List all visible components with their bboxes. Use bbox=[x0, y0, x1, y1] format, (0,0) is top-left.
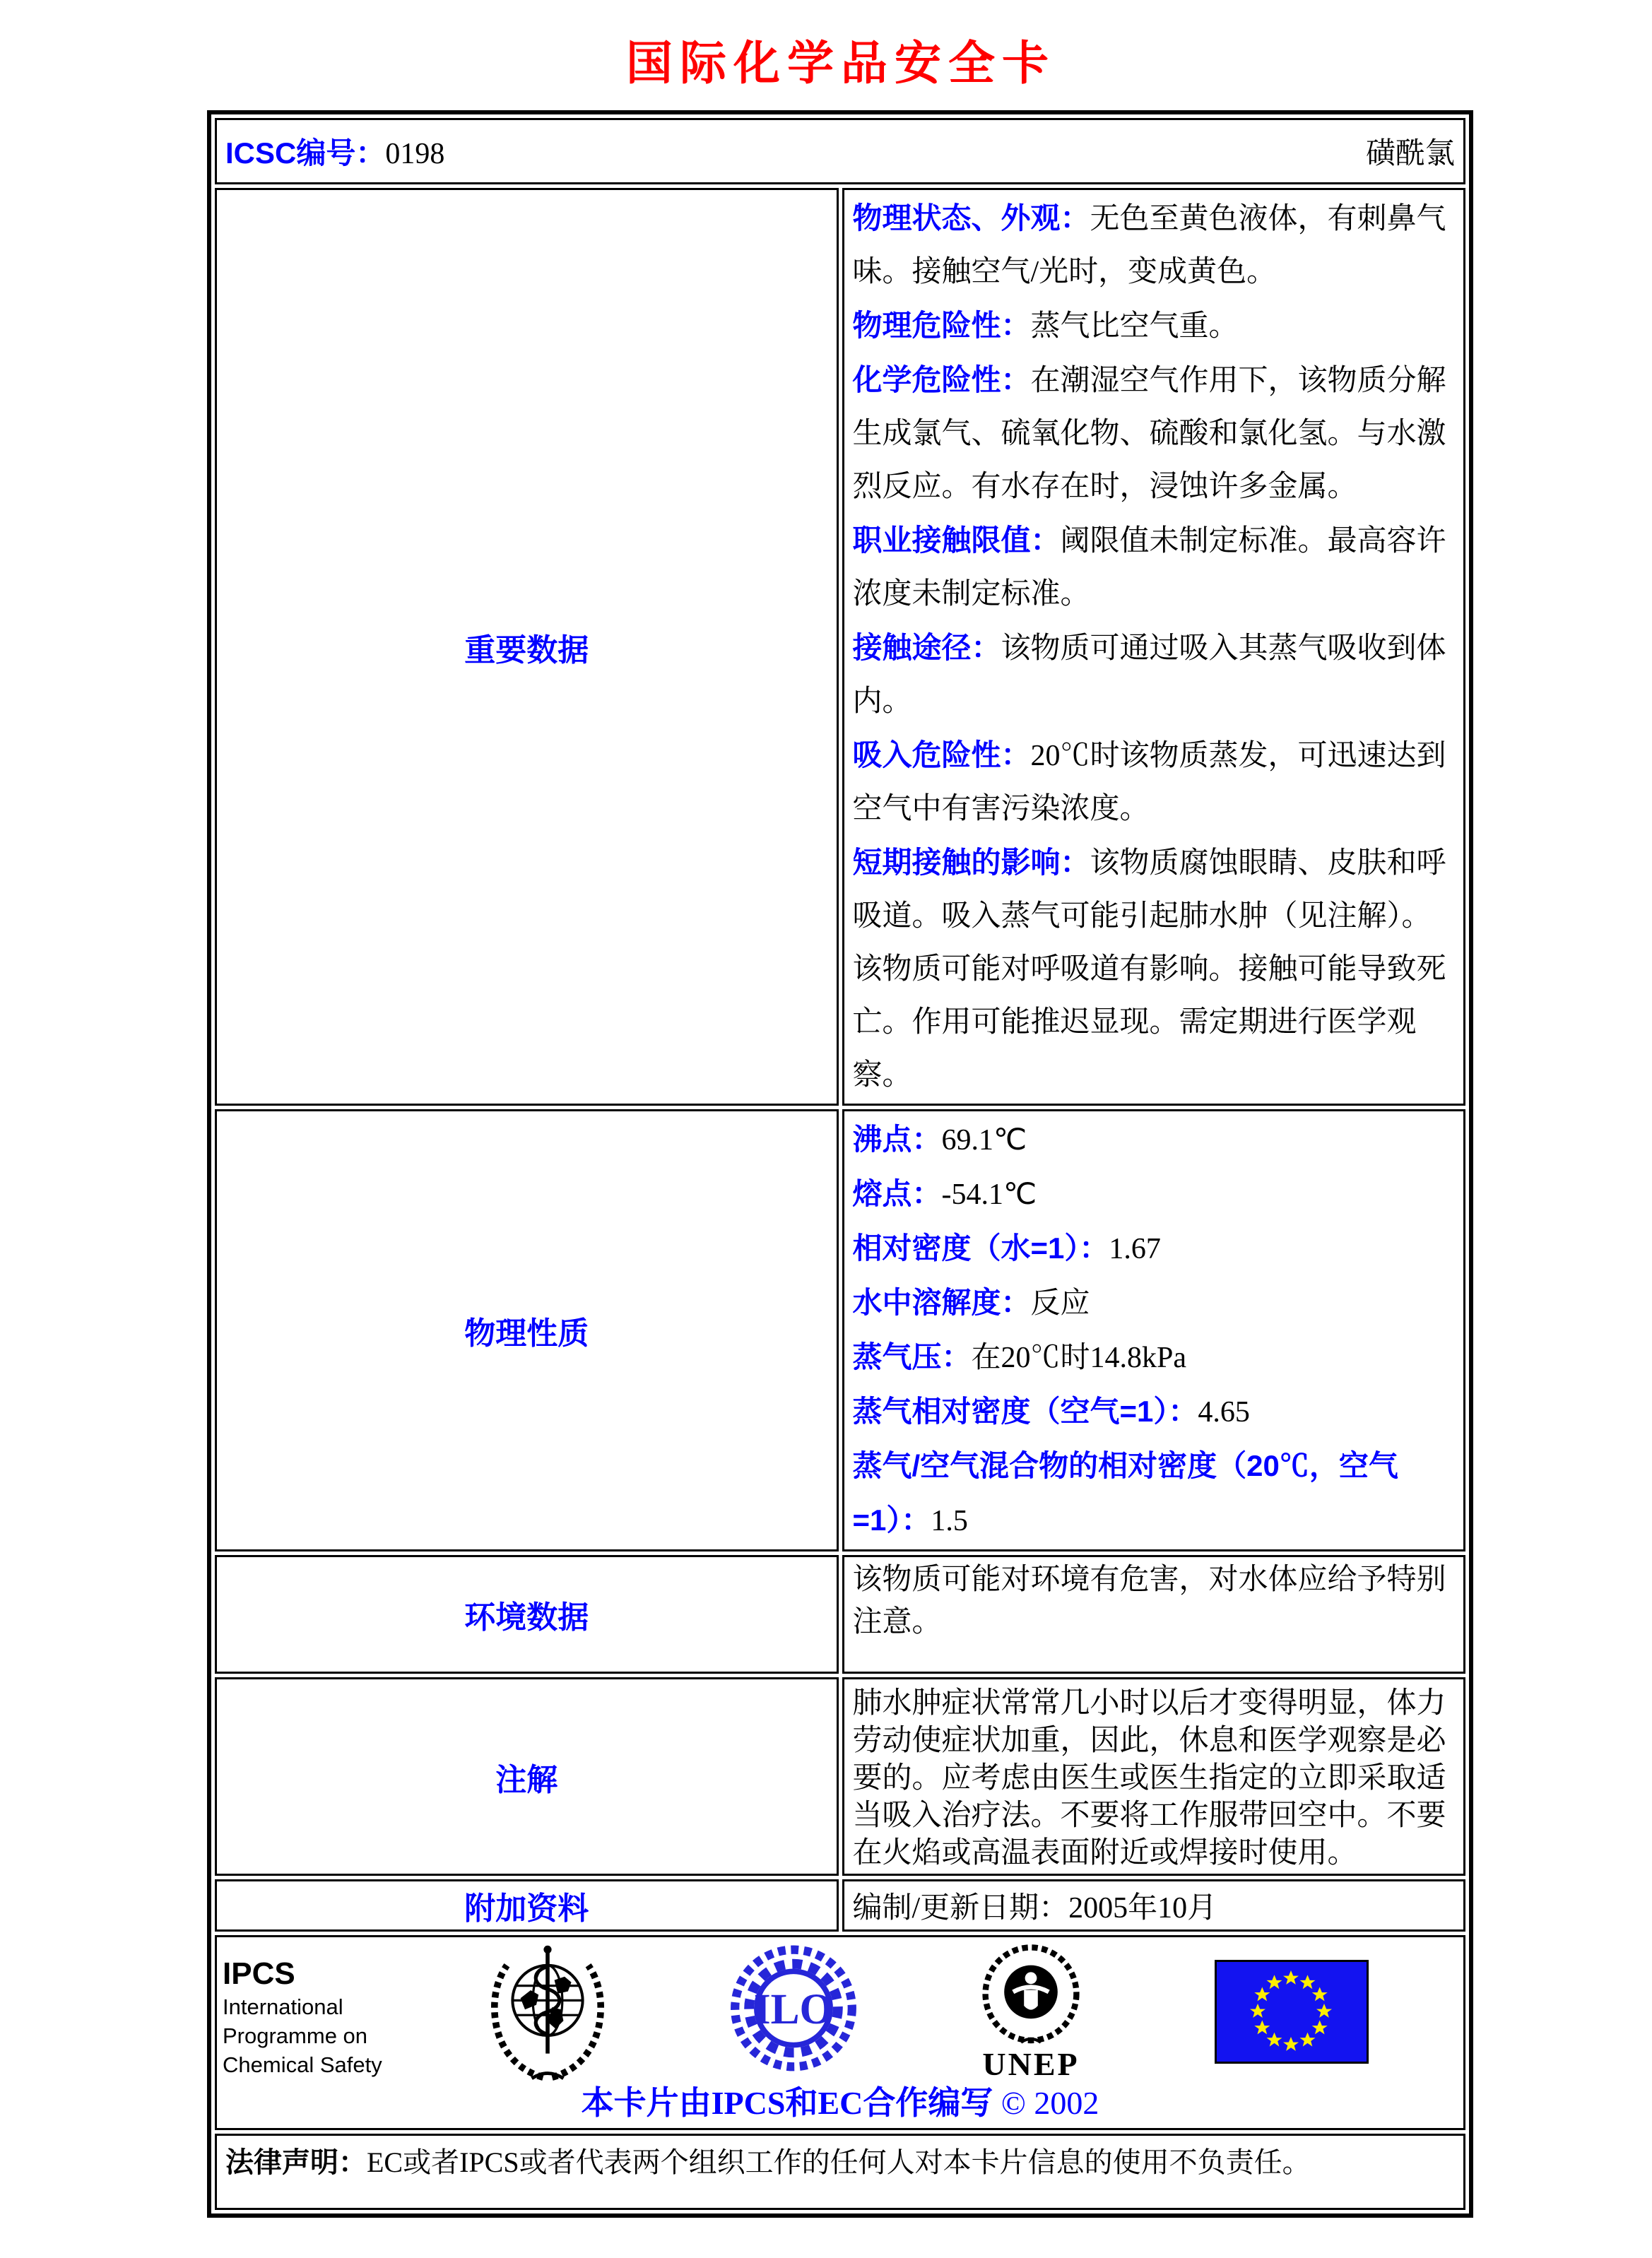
page-title: 国际化学品安全卡 bbox=[626, 38, 1056, 90]
icsc-number-group bbox=[225, 130, 444, 172]
section-label-important-data: 重要数据 bbox=[215, 188, 839, 1106]
additional-info-row bbox=[215, 1879, 1465, 1932]
field-inhalation-risk bbox=[853, 728, 1456, 836]
field-value: 4.65 bbox=[1198, 1396, 1250, 1429]
field-label: 水中溶解度： bbox=[852, 1286, 1031, 1319]
notes-row bbox=[215, 1677, 1465, 1876]
field-short-term-effects bbox=[853, 836, 1456, 1102]
field-vapor-air-density bbox=[853, 1439, 1456, 1548]
ipcs-acronym: IPCS bbox=[223, 1956, 295, 1991]
ipcs-block bbox=[223, 1956, 382, 2079]
unep-emblem-icon bbox=[967, 1944, 1095, 2083]
legal-row bbox=[215, 2134, 1465, 2210]
field-chemical-danger bbox=[853, 353, 1456, 514]
header-row bbox=[215, 118, 1465, 184]
environment-data-content: 该物质可能对环境有危害，对水体应给予特别注意。 bbox=[842, 1555, 1466, 1674]
ilo-label: ILO bbox=[753, 1985, 834, 2033]
field-value: 1.5 bbox=[931, 1505, 968, 1537]
logos-cell bbox=[215, 1935, 1465, 2130]
legal-label: 法律声明： bbox=[225, 2147, 367, 2178]
important-data-content bbox=[842, 188, 1466, 1106]
field-water-solubility bbox=[853, 1276, 1456, 1330]
field-vapor-pressure bbox=[853, 1330, 1456, 1385]
field-boiling-point bbox=[853, 1113, 1456, 1167]
field-label: 接触途径： bbox=[852, 631, 1001, 664]
field-vapor-density bbox=[853, 1385, 1456, 1439]
caption-text: 本卡片由IPCS和EC合作编写 bbox=[581, 2085, 993, 2121]
who-emblem-icon bbox=[480, 1941, 615, 2088]
field-value: 阈限值未制定标准。最高容许浓度未制定标准。 bbox=[852, 525, 1446, 610]
field-relative-density bbox=[853, 1222, 1456, 1276]
field-value: 在20℃时14.8kPa bbox=[971, 1342, 1187, 1374]
field-label: 化学危险性： bbox=[852, 363, 1031, 396]
ilo-emblem-icon bbox=[727, 1944, 860, 2078]
cooperation-caption bbox=[217, 2077, 1463, 2124]
additional-info-content: 编制/更新日期：2005年10月 bbox=[842, 1879, 1466, 1932]
field-value: 无色至黄色液体，有刺鼻气味。接触空气/光时，变成黄色。 bbox=[852, 203, 1446, 288]
field-value: 1.67 bbox=[1109, 1233, 1161, 1265]
physical-properties-content bbox=[842, 1109, 1466, 1551]
icsc-number-value: 0198 bbox=[385, 138, 445, 170]
ipcs-line: Programme on bbox=[223, 2023, 368, 2048]
field-label: 物理状态、外观： bbox=[852, 201, 1090, 235]
field-label: 物理危险性： bbox=[852, 309, 1031, 342]
field-label: 熔点： bbox=[852, 1177, 942, 1210]
field-melting-point bbox=[853, 1167, 1456, 1222]
field-value: 反应 bbox=[1030, 1287, 1090, 1320]
field-label: 蒸气压： bbox=[852, 1340, 972, 1373]
ipcs-line: International bbox=[223, 1994, 343, 2019]
field-label: 吸入危险性： bbox=[852, 738, 1031, 772]
field-value: 蒸气比空气重。 bbox=[1030, 310, 1239, 343]
field-physical-danger bbox=[853, 299, 1456, 353]
field-value: 69.1℃ bbox=[941, 1124, 1027, 1157]
ipcs-line: Chemical Safety bbox=[223, 2052, 382, 2077]
legal-text: EC或者IPCS或者代表两个组织工作的任何人对本卡片信息的使用不负责任。 bbox=[367, 2146, 1311, 2178]
field-exposure-routes bbox=[853, 621, 1456, 728]
legal-cell bbox=[215, 2134, 1465, 2210]
section-label-additional-info: 附加资料 bbox=[215, 1879, 839, 1932]
unep-label: UNEP bbox=[982, 2046, 1080, 2082]
section-label-notes: 注解 bbox=[215, 1677, 839, 1876]
section-label-physical-properties: 物理性质 bbox=[215, 1109, 839, 1551]
field-value: 在潮湿空气作用下，该物质分解生成氯气、硫氧化物、硫酸和氯化氢。与水激烈反应。有水存在时，浸蚀许多金属。 bbox=[852, 365, 1446, 503]
field-label: 相对密度（水=1）： bbox=[852, 1231, 1109, 1265]
important-data-row bbox=[215, 188, 1465, 1106]
field-occupational-limits bbox=[853, 514, 1456, 621]
field-label: 沸点： bbox=[852, 1123, 942, 1156]
field-value: 20℃时该物质蒸发，可迅速达到空气中有害污染浓度。 bbox=[852, 740, 1446, 825]
field-label: 职业接触限值： bbox=[852, 524, 1061, 557]
safety-card-table bbox=[207, 110, 1473, 2218]
field-label: 短期接触的影响： bbox=[852, 846, 1090, 879]
field-value: 该物质腐蚀眼睛、皮肤和呼吸道。吸入蒸气可能引起肺水肿（见注解）。该物质可能对呼吸道有影响。接触可能导致死亡。作用可能推迟显现。需定期进行医学观察。 bbox=[852, 847, 1446, 1092]
field-value: 该物质可通过吸入其蒸气吸收到体内。 bbox=[852, 632, 1446, 718]
logos-row bbox=[215, 1935, 1465, 2130]
field-label: 蒸气相对密度（空气=1）： bbox=[852, 1395, 1198, 1428]
physical-properties-row bbox=[215, 1109, 1465, 1551]
field-physical-state bbox=[853, 191, 1456, 299]
field-label: 蒸气/空气混合物的相对密度（20℃，空气=1）： bbox=[852, 1449, 1398, 1537]
section-label-environment-data: 环境数据 bbox=[215, 1555, 839, 1674]
icsc-number-label: ICSC编号： bbox=[225, 136, 386, 170]
chemical-name: 磺酰氯 bbox=[1365, 138, 1455, 170]
header-cell bbox=[215, 118, 1465, 184]
environment-data-row bbox=[215, 1555, 1465, 1674]
caption-copyright: © 2002 bbox=[1001, 2085, 1099, 2121]
notes-content: 肺水肿症状常常几小时以后才变得明显，体力劳动使症状加重，因此，休息和医学观察是必要的。应考虑由医生或医生指定的立即采取适当吸入治疗法。不要将工作服带回空中。不要在火焰或高温表面附近或焊接时使用。 bbox=[842, 1677, 1466, 1876]
eu-flag-icon bbox=[1215, 1960, 1369, 2067]
field-value: -54.1℃ bbox=[941, 1178, 1037, 1211]
